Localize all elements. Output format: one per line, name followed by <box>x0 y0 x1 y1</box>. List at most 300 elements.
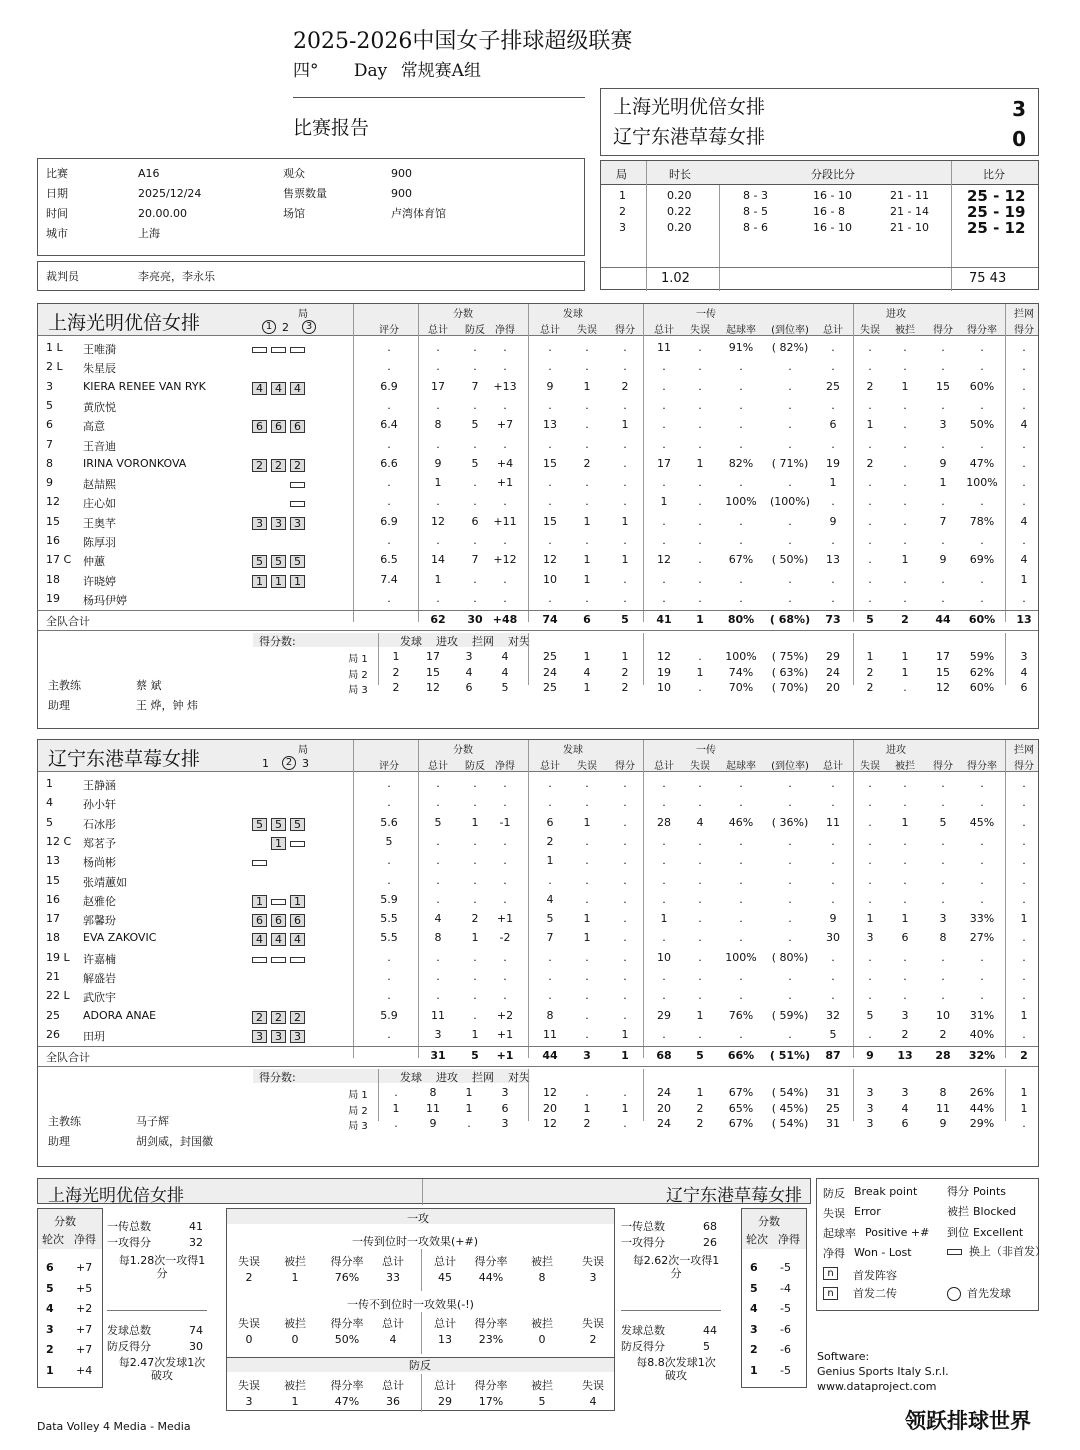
stat-ab: 2 <box>901 1027 909 1041</box>
starting-position: 5 <box>252 555 267 568</box>
stat-st: 11 <box>543 1027 557 1041</box>
set-indicator: 1 <box>262 757 269 770</box>
player-number: 6 <box>46 418 53 432</box>
stat-ap: . <box>941 834 945 848</box>
group-header-block: 拦网 <box>1014 309 1034 320</box>
starting-position: 6 <box>290 914 305 927</box>
stat-net: +4 <box>496 456 514 470</box>
column-header-ab: 被拦 <box>895 325 915 336</box>
stat-ap: 3 <box>939 912 947 926</box>
stat-pt: . <box>436 796 440 810</box>
home-team-stats <box>37 303 1039 729</box>
stat-ae: . <box>868 437 872 451</box>
player-name: IRINA VORONKOVA <box>83 456 187 470</box>
set-stat-ap: 12 <box>936 681 950 695</box>
stat-rr: . <box>739 534 743 547</box>
efficiency-header: 得分率 <box>330 1317 364 1330</box>
starting-position: 3 <box>290 1030 305 1043</box>
starting-position: 4 <box>252 382 267 395</box>
stat-ab: . <box>903 437 907 451</box>
stat-rt: . <box>662 514 666 528</box>
total-duration: 1.02 <box>661 271 690 286</box>
assistant-label: 助理 <box>48 699 70 713</box>
set-points-a: 1 <box>392 1101 400 1115</box>
set-stat-rt: 10 <box>657 681 671 695</box>
divider <box>107 1310 207 1311</box>
stat-rt: . <box>662 572 666 586</box>
total-bk: 2 <box>1020 1049 1028 1063</box>
set-points-d: 3 <box>501 1086 509 1100</box>
stat-rr: . <box>739 437 743 451</box>
points-column-header: 进攻 <box>436 1071 458 1085</box>
venue-value: 卢湾体育馆 <box>391 207 446 220</box>
stat-se: 1 <box>583 912 591 926</box>
stat-st: . <box>548 341 552 354</box>
stat-apct: . <box>980 796 984 810</box>
column-header-rt: 总计 <box>654 325 674 336</box>
stat-net: . <box>503 854 507 868</box>
stat-at: 5 <box>829 1027 837 1041</box>
stat-rr: . <box>739 476 743 490</box>
stat-apct: . <box>980 834 984 848</box>
rotation-number: 3 <box>46 1322 54 1336</box>
rotation-net: +7 <box>76 1343 93 1356</box>
stat-at: . <box>831 854 835 868</box>
set-points-c: 3 <box>465 650 473 664</box>
player-number: 21 <box>46 970 60 983</box>
stat-se: . <box>585 476 589 490</box>
set-indicator: 2 <box>282 756 296 770</box>
stat-rr: . <box>739 591 743 605</box>
set-stat-st: 12 <box>543 1117 557 1131</box>
stat-ae: . <box>868 796 872 810</box>
stat-r: . <box>387 873 391 887</box>
stat-ap: . <box>941 854 945 868</box>
grid-line <box>1005 1069 1006 1121</box>
stat-ap: 15 <box>936 379 950 393</box>
column-header-rt: 总计 <box>654 761 674 772</box>
column-header-se: 失误 <box>577 325 597 336</box>
stat-bp: 1 <box>471 931 479 945</box>
points-label: 分数 <box>758 1215 780 1228</box>
stat-bk: . <box>1022 591 1026 605</box>
stat-r: . <box>387 495 391 509</box>
group-header-attack: 进攻 <box>886 745 906 756</box>
player-row <box>38 534 1038 553</box>
stat-apct: . <box>980 572 984 586</box>
phase: 常规赛A组 <box>400 61 481 81</box>
rotation-number: 2 <box>750 1343 758 1356</box>
sub-marker <box>271 899 286 905</box>
total-rt: 41 <box>656 613 672 627</box>
stat-net: . <box>503 341 507 354</box>
stat-net: +12 <box>493 553 517 567</box>
first-attack-points: 32 <box>189 1236 203 1249</box>
stat-ab: . <box>903 873 907 887</box>
stat-st: . <box>548 360 552 374</box>
player-number: 16 <box>46 892 60 906</box>
stat-ae: . <box>868 777 872 790</box>
player-number: 9 <box>46 476 53 490</box>
stat-pt: 11 <box>431 1008 445 1022</box>
stat-apct: . <box>980 950 984 964</box>
stat-r: 5.6 <box>380 815 398 829</box>
stat-apct: 47% <box>969 456 995 470</box>
stat-se: . <box>585 360 589 374</box>
group-header-attack: 进攻 <box>886 309 906 320</box>
column-header-rr: 起球率 <box>726 761 756 772</box>
efficiency-header: 总计 <box>382 1317 404 1330</box>
stat-ap: 10 <box>936 1008 950 1022</box>
stat-st: 15 <box>543 514 557 528</box>
efficiency-header: 被拦 <box>531 1255 553 1268</box>
stat-at: 25 <box>826 379 840 393</box>
stat-pt: 17 <box>431 379 445 393</box>
stat-r: 5 <box>385 834 393 848</box>
stat-apct: . <box>980 970 984 983</box>
stat-rx: ( 82%) <box>771 341 809 354</box>
stat-rt: . <box>662 437 666 451</box>
total-ap: 28 <box>935 1049 951 1063</box>
set-stat-re: 2 <box>696 1101 704 1115</box>
stat-re: 1 <box>696 1008 704 1022</box>
set-label: 局 1 <box>348 654 368 666</box>
set-points-a: 1 <box>392 650 400 664</box>
stat-apct: . <box>980 591 984 605</box>
reception-note: 每2.62次一攻得1分 <box>632 1254 720 1280</box>
player-name: 王奥芊 <box>83 516 116 530</box>
starting-position: 3 <box>290 517 305 530</box>
efficiency-value-fa_pos: 76% <box>334 1271 360 1284</box>
total-pt: 31 <box>430 1049 446 1063</box>
stat-re: . <box>698 341 702 354</box>
stat-net: . <box>503 360 507 374</box>
stat-st: . <box>548 796 552 810</box>
divider <box>38 630 1038 631</box>
sub-marker <box>290 501 305 507</box>
starting-position: 6 <box>252 914 267 927</box>
stat-ap: . <box>941 970 945 983</box>
player-name: 孙小轩 <box>83 798 116 812</box>
stat-ab: . <box>903 572 907 586</box>
stat-ab: . <box>903 796 907 810</box>
column-header-sp: 得分 <box>615 325 635 336</box>
stat-rt: . <box>662 892 666 906</box>
setter-icon: n <box>823 1287 838 1300</box>
total-rr: 80% <box>727 613 755 627</box>
stat-bp: . <box>473 341 477 354</box>
starting-position: 4 <box>290 382 305 395</box>
stat-apct: . <box>980 360 984 374</box>
stat-pt: 9 <box>434 456 442 470</box>
total-apct: 32% <box>968 1049 996 1063</box>
set-stat-se: . <box>585 1086 589 1100</box>
reception-total-label: 一传总数 <box>107 1220 151 1233</box>
stat-rr: . <box>739 854 743 868</box>
stat-bp: . <box>473 777 477 790</box>
stat-rx: ( 59%) <box>771 1008 809 1022</box>
total-pt: 62 <box>430 613 446 627</box>
break-point-points: 5 <box>703 1340 710 1353</box>
group-header-serve: 发球 <box>563 745 583 756</box>
starting-position: 3 <box>271 517 286 530</box>
player-name: 武欣宇 <box>83 991 116 1005</box>
sub-marker <box>290 347 305 353</box>
divider <box>38 610 1038 611</box>
sub-marker <box>290 957 305 963</box>
column-header-r: 评分 <box>379 761 399 772</box>
team-header <box>38 740 1038 772</box>
legend-wl-cn: 净得 <box>823 1247 845 1260</box>
negative-reception-title: 一传不到位时一攻效果(-!) <box>347 1298 474 1311</box>
efficiency-header: 得分率 <box>474 1317 508 1330</box>
player-name: ADORA ANAE <box>83 1008 157 1022</box>
starter-icon: n <box>823 1267 838 1280</box>
stat-r: 6.9 <box>380 379 398 393</box>
stat-r: 7.4 <box>380 572 398 586</box>
starting-position: 2 <box>271 1011 286 1024</box>
set-stat-rx: ( 54%) <box>771 1086 809 1100</box>
legend-err-en: Error <box>854 1205 881 1218</box>
player-number: 15 <box>46 514 60 528</box>
efficiency-header: 失误 <box>582 1317 604 1330</box>
player-number: 1 L <box>46 341 63 354</box>
set-stat-se: 4 <box>583 665 591 679</box>
team-total-label: 全队合计 <box>46 615 90 629</box>
stat-pt: 12 <box>431 514 445 528</box>
set-number: 3 <box>619 221 626 234</box>
starting-position: 1 <box>271 575 286 588</box>
legend-wl-en: Won - Lost <box>854 1246 912 1259</box>
match-info <box>37 158 585 256</box>
player-number: 22 L <box>46 989 70 1003</box>
total-bp: 5 <box>471 1049 479 1063</box>
stat-rr: . <box>739 360 743 374</box>
stat-sp: . <box>623 796 627 810</box>
stat-bk: 4 <box>1020 514 1028 528</box>
sub-marker <box>271 347 286 353</box>
stat-ab: . <box>903 398 907 412</box>
set-stat-rt: 24 <box>657 1086 671 1100</box>
stat-rr: . <box>739 931 743 945</box>
grid-line <box>528 633 529 685</box>
starting-position: 3 <box>252 1030 267 1043</box>
stat-net: . <box>503 437 507 451</box>
stat-bk: . <box>1022 495 1026 509</box>
referee-value: 李亮亮，李永乐 <box>138 270 215 283</box>
player-row <box>38 777 1038 796</box>
efficiency-header: 被拦 <box>284 1317 306 1330</box>
stat-bk: . <box>1022 476 1026 490</box>
player-name: EVA ZAKOVIC <box>83 931 157 945</box>
stat-ap: 9 <box>939 456 947 470</box>
stat-apct: 31% <box>969 1008 995 1022</box>
stat-at: . <box>831 398 835 412</box>
group-header-block: 拦网 <box>1014 745 1034 756</box>
stat-se: 1 <box>583 572 591 586</box>
rotation-net: +7 <box>76 1322 93 1336</box>
efficiency-value-bp: 5 <box>538 1395 546 1408</box>
player-name: 朱星辰 <box>83 362 116 376</box>
date-value: 2025/12/24 <box>138 187 202 200</box>
stat-rx: . <box>788 854 792 868</box>
stat-se: . <box>585 534 589 547</box>
assistant-label: 助理 <box>48 1135 70 1149</box>
stat-se: . <box>585 892 589 906</box>
stat-r: 6.4 <box>380 418 398 432</box>
home-rotation-box <box>37 1208 103 1388</box>
efficiency-header: 被拦 <box>531 1317 553 1330</box>
sub-icon <box>947 1249 962 1255</box>
stat-rr: 76% <box>728 1008 754 1022</box>
rotation-net: -6 <box>780 1343 791 1356</box>
stat-ab: . <box>903 854 907 868</box>
set-stat-at: 29 <box>826 650 840 664</box>
stat-ae: . <box>868 341 872 354</box>
stat-rx: . <box>788 418 792 432</box>
group-header-set: 局 <box>298 745 308 756</box>
stat-pt: . <box>436 854 440 868</box>
stat-bk: . <box>1022 534 1026 547</box>
total-at: 87 <box>825 1049 841 1063</box>
player-number: 16 <box>46 534 60 547</box>
reception-note: 每1.28次一攻得1分 <box>118 1254 206 1280</box>
stat-se: 1 <box>583 931 591 945</box>
stat-bk: . <box>1022 777 1026 790</box>
stat-at: . <box>831 892 835 906</box>
efficiency-header: 失误 <box>238 1255 260 1268</box>
stat-se: . <box>585 950 589 964</box>
starting-position: 6 <box>252 420 267 433</box>
stat-r: . <box>387 476 391 490</box>
stat-apct: 33% <box>969 912 995 926</box>
points-breakdown-header <box>253 633 528 647</box>
total-sp: 1 <box>621 1049 629 1063</box>
total-st: 74 <box>542 613 558 627</box>
team-total-label: 全队合计 <box>46 1051 90 1065</box>
divider <box>621 1310 721 1311</box>
stat-se: 1 <box>583 514 591 528</box>
score-box <box>600 88 1039 156</box>
total-re: 5 <box>696 1049 704 1063</box>
stat-net: . <box>503 796 507 810</box>
stat-ae: . <box>868 1027 872 1041</box>
stat-ae: . <box>868 834 872 848</box>
set-stat-bk: 6 <box>1020 681 1028 695</box>
stat-ap: 9 <box>939 553 947 567</box>
stat-apct: 50% <box>969 418 995 432</box>
legend-pos-en: Positive +# <box>865 1226 930 1239</box>
set-stat-bk: 1 <box>1020 1101 1028 1115</box>
stat-sp: 1 <box>621 553 629 567</box>
set-partial-2: 16 - 8 <box>813 205 845 218</box>
stat-at: 11 <box>826 815 840 829</box>
player-number: 5 <box>46 815 53 829</box>
stat-pt: . <box>436 989 440 1003</box>
stat-ab: 1 <box>901 379 909 393</box>
set-stat-rx: ( 75%) <box>771 650 809 664</box>
column-header-rx: (到位率) <box>771 325 809 336</box>
player-name: 杨玛伊婷 <box>83 593 127 607</box>
grid-line <box>643 1069 644 1121</box>
set-stat-at: 20 <box>826 681 840 695</box>
set-stat-at: 24 <box>826 665 840 679</box>
serve-total-label: 发球总数 <box>107 1324 151 1337</box>
stat-st: . <box>548 873 552 887</box>
player-number: 19 <box>46 591 60 605</box>
stat-rx: . <box>788 931 792 945</box>
points-label: 分数 <box>54 1215 76 1228</box>
player-name: 王音迪 <box>83 439 116 453</box>
set-stat-se: 2 <box>583 1117 591 1131</box>
stat-net: +2 <box>496 1008 514 1022</box>
duration-header: 时长 <box>669 168 691 181</box>
stat-sp: . <box>623 815 627 829</box>
stat-ae: . <box>868 572 872 586</box>
tickets-value: 900 <box>391 187 412 200</box>
stat-net: . <box>503 591 507 605</box>
stat-pt: . <box>436 437 440 451</box>
stat-se: . <box>585 834 589 848</box>
stat-sp: . <box>623 989 627 1003</box>
player-number: 12 <box>46 495 60 509</box>
stat-rr: 46% <box>728 815 754 829</box>
starting-position: 6 <box>290 420 305 433</box>
player-name: 郭馨玢 <box>83 914 116 928</box>
set-stat-sp: 2 <box>621 665 629 679</box>
stat-rr: . <box>739 970 743 983</box>
player-name: 杨尚彬 <box>83 856 116 870</box>
away-rotation-box <box>741 1208 807 1388</box>
player-number: 3 <box>46 379 53 393</box>
divider <box>38 1046 1038 1047</box>
set-stat-se: 1 <box>583 650 591 664</box>
stat-net: . <box>503 892 507 906</box>
stat-rx: ( 71%) <box>771 456 809 470</box>
stat-at: . <box>831 437 835 451</box>
player-number: 17 C <box>46 553 72 567</box>
stat-sp: . <box>623 873 627 887</box>
stat-sp: . <box>623 456 627 470</box>
column-header-at: 总计 <box>823 761 843 772</box>
stat-bp: 7 <box>471 379 479 393</box>
stat-sp: . <box>623 476 627 490</box>
efficiency-value-fa_pos: 33 <box>386 1271 400 1284</box>
stat-ae: . <box>868 854 872 868</box>
stat-bp: . <box>473 950 477 964</box>
total-rx: ( 68%) <box>769 613 811 627</box>
stat-at: . <box>831 796 835 810</box>
efficiency-header: 得分率 <box>330 1255 364 1268</box>
away-team-stats <box>37 739 1039 1167</box>
stat-sp: . <box>623 534 627 547</box>
stat-ap: 7 <box>939 514 947 528</box>
stat-ab: . <box>903 834 907 848</box>
stat-se: . <box>585 495 589 509</box>
stat-re: . <box>698 854 702 868</box>
stat-bk: . <box>1022 989 1026 1003</box>
stat-re: . <box>698 989 702 1003</box>
set-score: 25 - 12 <box>967 219 1026 237</box>
set-partial-3: 21 - 10 <box>890 221 929 234</box>
date-label: 日期 <box>46 187 68 200</box>
stat-st: 1 <box>546 854 554 868</box>
serve-total: 44 <box>703 1324 717 1337</box>
starting-position: 2 <box>271 459 286 472</box>
stat-re: 4 <box>696 815 704 829</box>
stat-st: 9 <box>546 379 554 393</box>
stat-rt: . <box>662 854 666 868</box>
